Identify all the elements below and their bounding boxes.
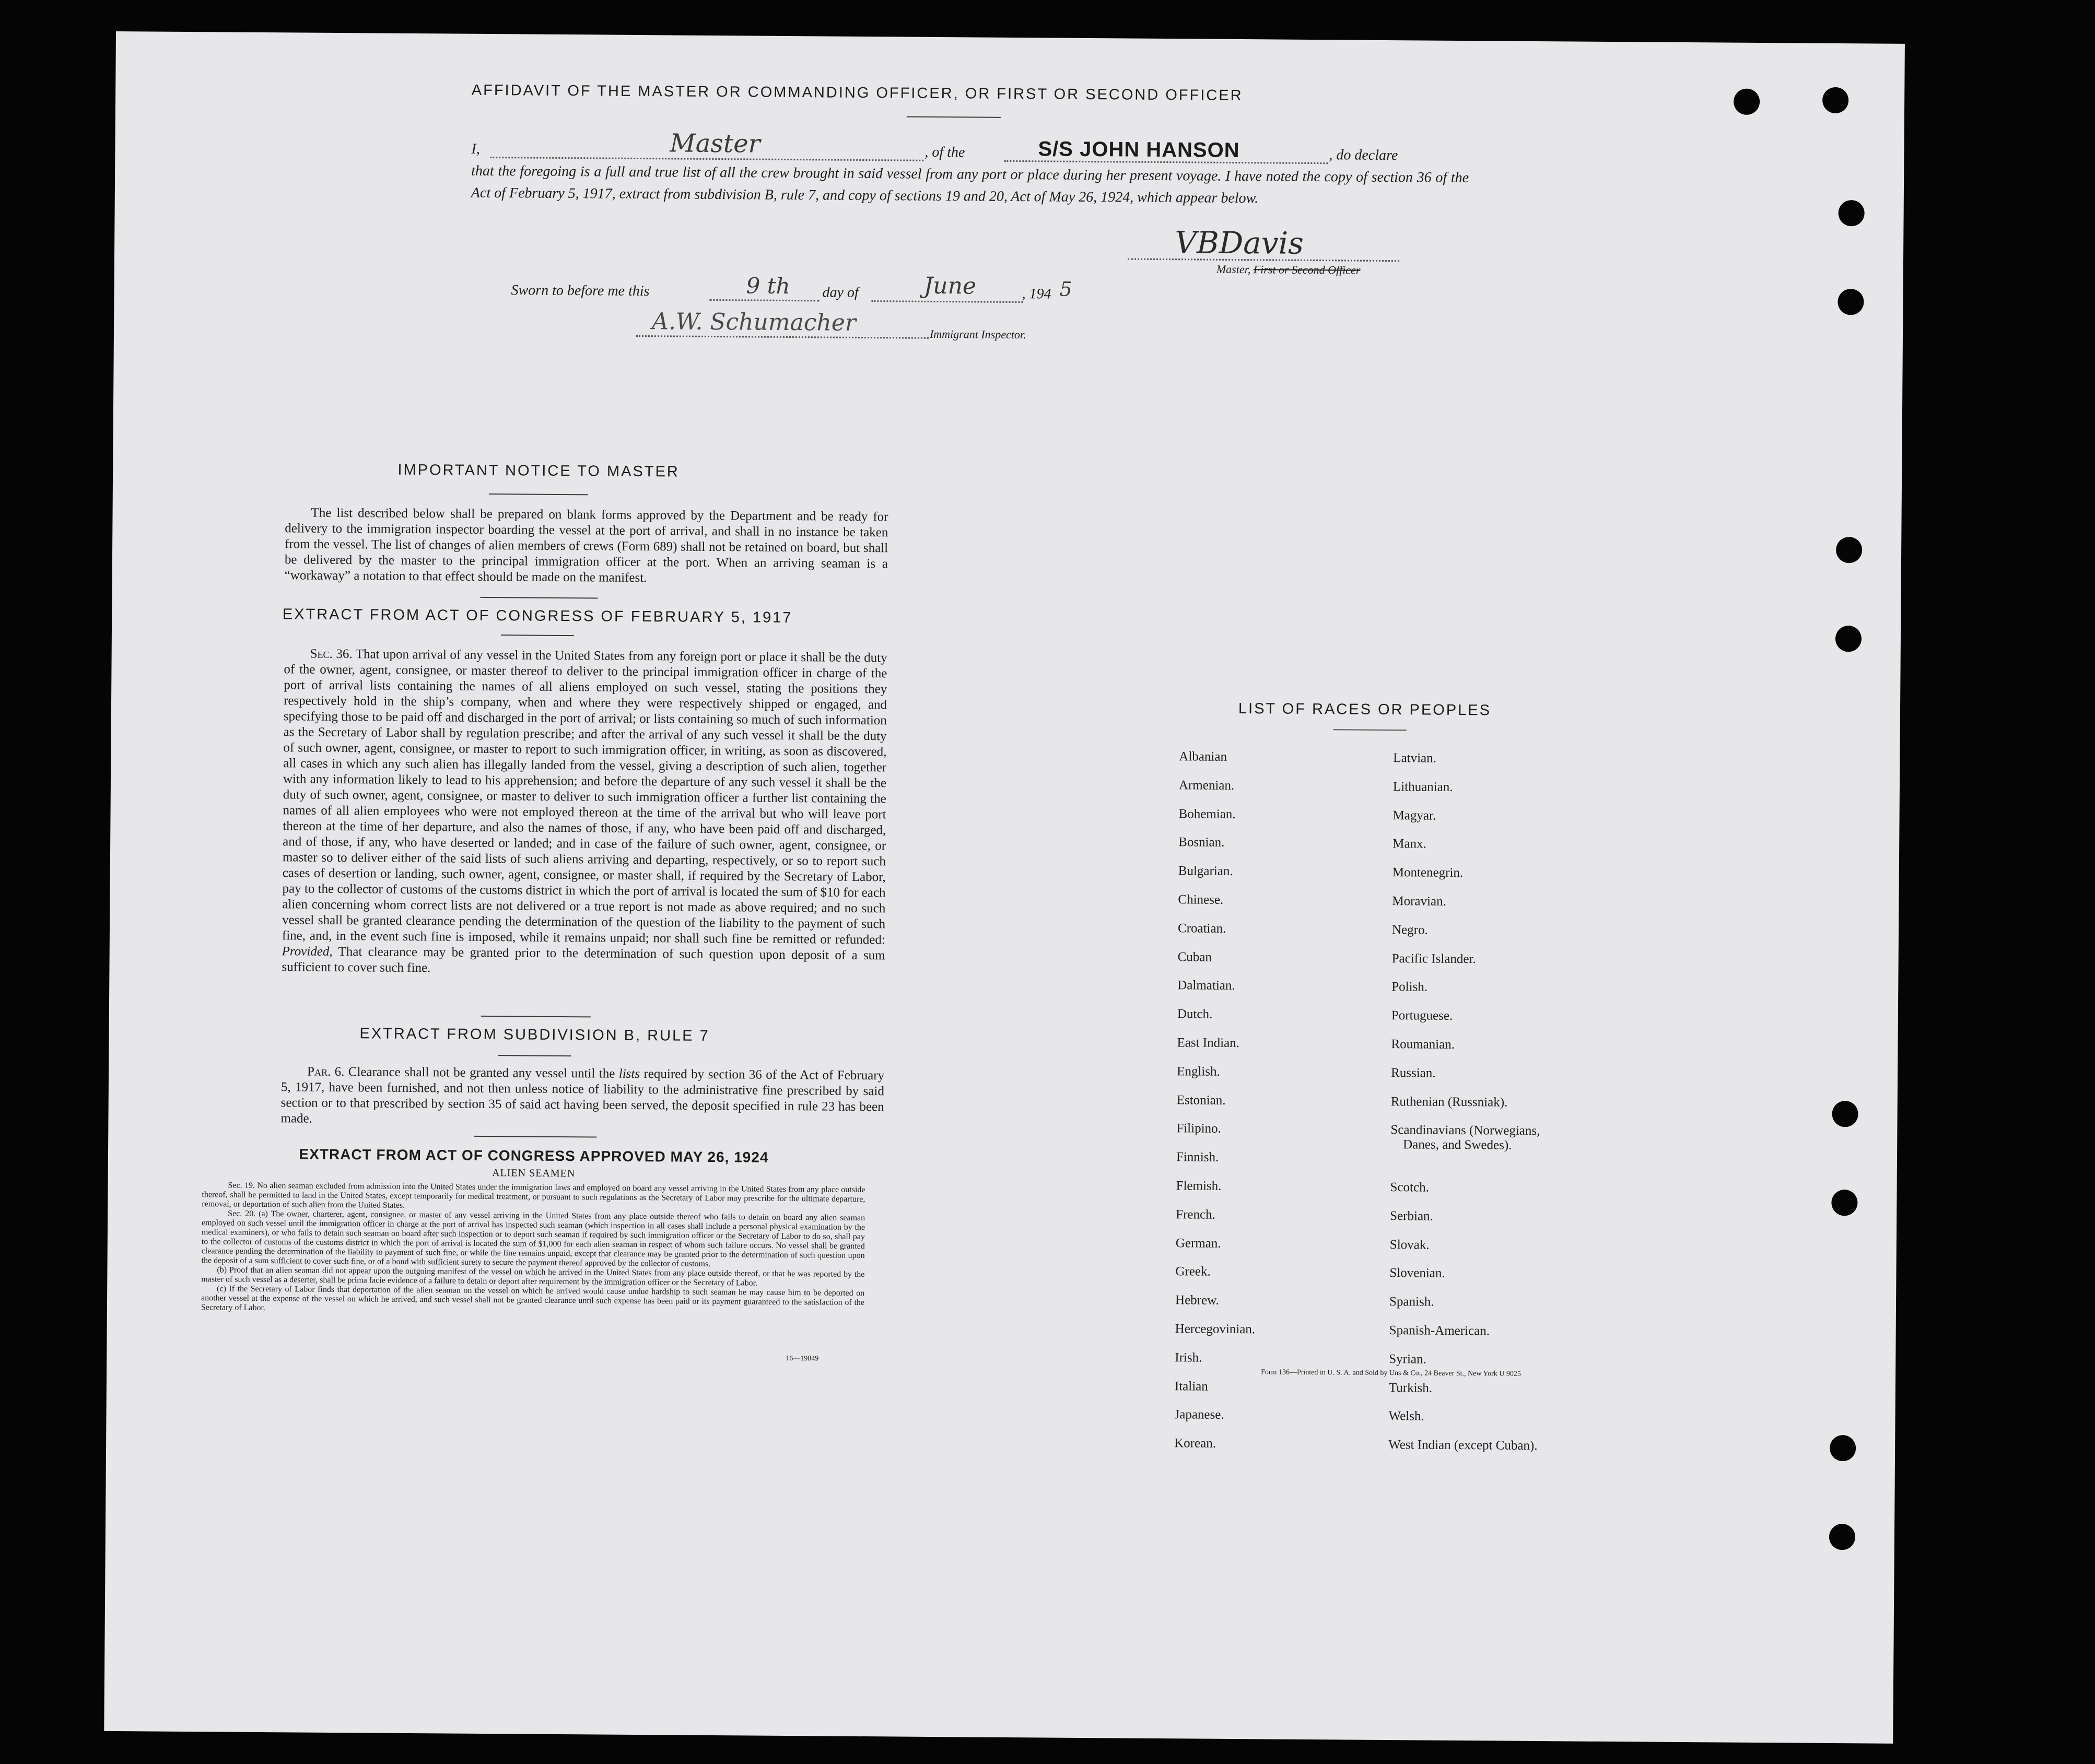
form-code: 16—19849 <box>786 1355 819 1363</box>
races-right-column <box>1388 750 1655 1467</box>
race-item: Manx. <box>1392 837 1426 851</box>
divider <box>480 597 598 599</box>
binder-hole <box>1831 1190 1857 1216</box>
race-item: Armenian. <box>1178 778 1235 793</box>
race-item: Ruthenian (Russniak). <box>1390 1094 1508 1110</box>
race-item: Filipino. <box>1176 1121 1221 1136</box>
section-19: Sec. 19. No alien seaman excluded from admission into the United States under the immigration laws and employed on board any vessel arriving in the United States from any place outside thereof, shall be permitted to land in the United States, except temporarily for medical treatment, or pursuant to such regulations as the Secretary of Labor may prescribe for the ultimate departure, removal, or deportation of such alien from the United States. <box>202 1181 865 1210</box>
extract-rule7-heading: EXTRACT FROM SUBDIVISION B, RULE 7 <box>359 1025 710 1044</box>
binder-hole <box>1822 87 1848 113</box>
of-the-label: , of the <box>924 144 965 161</box>
race-item: Turkish. <box>1388 1380 1433 1395</box>
master-signature: VBDavis <box>1174 225 1304 261</box>
affidavit-statement: that the foregoing is a full and true list of all the crew brought in said vessel from any port or place during her present voyage. I have noted the copy of section 36 of the Act of February 5, 1917, extract from subdivision B, rule 7, and copy of sections 19 and 20, Act of May 26, 1924, which appear below. <box>471 162 1469 207</box>
race-item: Dutch. <box>1177 1007 1213 1021</box>
race-item: Slovenian. <box>1389 1266 1445 1281</box>
vessel-name: S/S JOHN HANSON <box>1038 137 1240 162</box>
signature-line <box>1128 238 1399 262</box>
race-item: Welsh. <box>1388 1409 1424 1424</box>
divider <box>481 1016 591 1017</box>
race-item: Montenegrin. <box>1392 865 1464 880</box>
declarant-handwritten: Master <box>670 128 760 159</box>
notice-heading: IMPORTANT NOTICE TO MASTER <box>397 461 680 480</box>
race-item: Latvian. <box>1393 751 1437 766</box>
rule7-text-a: Clearance shall not be granted any vessel until the <box>348 1065 615 1081</box>
race-item: Finnish. <box>1176 1150 1219 1165</box>
manifest-page <box>104 31 1905 1744</box>
race-item: Greek. <box>1175 1264 1211 1279</box>
divider <box>907 116 1001 118</box>
race-item: Flemish. <box>1176 1179 1222 1193</box>
binder-hole <box>1838 200 1864 226</box>
inspector-signature: A.W. Schumacher <box>651 308 857 336</box>
race-item: Chinese. <box>1178 892 1224 907</box>
race-item: Bohemian. <box>1178 806 1236 821</box>
divider <box>474 1136 596 1138</box>
do-declare: , do declare <box>1329 147 1398 164</box>
race-item: Serbian. <box>1390 1208 1433 1224</box>
race-item: French. <box>1176 1207 1215 1222</box>
extract-1924-text <box>201 1181 865 1317</box>
section-36-body: That upon arrival of any vessel in the United States from any foreign port or place it shall be the duty of the owner, agent, consignee, or master thereof to deliver to the principal immigration officer in charge of the port of arrival lists containing the names of all aliens employed on such vessel, stating the positions they respectively hold in the ship’s company, when and where they were respectively shipped or engaged, and specifying those to be paid off and discharged in the port of arrival; or lists containing so much of such information as the Secretary of Labor shall by regulation prescribe; and after the arrival of any such vessel it shall be the duty of such owner, agent, consignee, or master to report to such immigration officer, in writing, as soon as discovered, all cases in which any such alien has illegally landed from the vessel, giving a description of such alien, together with any information likely to lead to his apprehension; and before the departure of any such vessel it shall be the duty of such owner, agent, consignee, or master to deliver to such immigration officer a further list containing the names of all alien employees who were not employed thereon at the time of the arrival but who will leave port thereon at the time of her departure, and also the names of those, if any, who have been paid off and discharged, and of those, if any, who have deserted or landed; and in case of the failure of such owner, agent, consignee, or master so to deliver either of the said lists of such aliens arriving and departing, respectively, or so to report such cases of desertion or landing, such owner, agent, consignee, or master shall, if required by the Secretary of Labor, pay to the collector of customs of the customs district in which the port of arrival is located the sum of $10 for each alien concerning whom correct lists are not delivered or a true report is not made as above required; and no such vessel shall be granted clearance pending the determination of the question of the liability to the payment of such fine, and, in the event such fine is imposed, while it remains unpaid; nor shall such fine be remitted or refunded: <box>282 647 887 947</box>
race-item: Hebrew. <box>1175 1293 1219 1308</box>
race-item: Scandinavians (Norwegians, <box>1390 1123 1540 1138</box>
race-item: Portuguese. <box>1391 1008 1453 1024</box>
rule7-text-b: required by section 36 of the Act of February 5, 1917, have been furnished, and not then unless notice of liability to the administrative fine prescribed by said section or to that prescribed by section 35 of said act having been served, the deposit specified in rule 23 has been made. <box>280 1067 885 1126</box>
race-item: Italian <box>1174 1379 1208 1394</box>
race-item: Dalmatian. <box>1177 978 1235 993</box>
race-item: German. <box>1175 1236 1221 1251</box>
section-20a: Sec. 20. (a) The owner, charterer, agent, consignee, or master of any vessel arriving in the United States from any place outside thereof who fails to detain on board any alien seaman employed on such vessel until the immigration officer in charge at the port of arrival has inspected such seaman (which inspection in all cases shall include a personal physical examination by the medical examiners), or who fails to detain such seaman on board after such inspection or to deport such seaman if required by such immigration officer or the Secretary of Labor to do so, shall pay to the collector of customs of the customs district in which the port of arrival is located the sum of $1,000 for each alien seaman in respect of whom such failure occurs. No vessel shall be granted clearance pending the determination of the liability to payment of such fine, or while the fine remains unpaid, except that clearance may be granted prior to the determination of such question upon the deposit of a sum sufficient to cover such fine, or of a bond with sufficient surety to secure the payment thereof approved by the collector of customs. <box>201 1209 865 1269</box>
section-20b: (b) Proof that an alien seaman did not appear upon the outgoing manifest of the vessel on which he arrived in the United States from any place outside thereof, or that he was reported by the master of such vessel as a deserter, shall be prima facie evidence of a failure to detain or deport after requirement by the immigration officer or the Secretary of Labor. <box>201 1265 865 1288</box>
year-prefix: , 194 <box>1022 286 1051 302</box>
section-36-end: That clearance may be granted prior to the determination of such question upon deposit of a sum sufficient to cover such fine. <box>282 945 885 975</box>
race-item: Hercegovinian. <box>1175 1322 1256 1337</box>
race-item: Bulgarian. <box>1178 864 1233 879</box>
section-20c: (c) If the Secretary of Labor finds that deportation of the alien seaman on the vessel on which he arrived would cause undue hardship to such seaman he may cause him to be deported on another vessel at the expense of the vessel on which he arrived, and such vessel shall not be granted clearance until such expense has been paid or its payment guaranteed to the satisfaction of the Secretary of Labor. <box>201 1284 865 1313</box>
binder-hole <box>1837 289 1864 315</box>
inspector-line <box>636 308 1106 346</box>
race-item: Japanese. <box>1174 1407 1224 1422</box>
race-item: Spanish-American. <box>1389 1323 1490 1338</box>
divider <box>1333 729 1407 731</box>
race-item: Cuban <box>1177 949 1212 965</box>
race-item: Croatian. <box>1177 921 1226 936</box>
extract-1917-heading: EXTRACT FROM ACT OF CONGRESS OF FEBRUARY 5, 1917 <box>282 606 793 627</box>
binder-hole <box>1835 626 1862 652</box>
race-item: Albanian <box>1179 749 1227 764</box>
race-item: Danes, and Swedes). <box>1403 1137 1512 1153</box>
divider <box>489 493 588 495</box>
par-label: Par. 6. <box>307 1064 345 1079</box>
affidavit-heading: AFFIDAVIT OF THE MASTER OR COMMANDING OFFICER, OR FIRST OR SECOND OFFICER <box>471 81 1243 104</box>
race-item: Scotch. <box>1390 1180 1429 1195</box>
provided-label: Provided, <box>282 944 333 959</box>
race-item: Roumanian. <box>1391 1037 1455 1052</box>
sworn-line <box>511 272 1190 310</box>
race-item: Lithuanian. <box>1392 779 1453 794</box>
race-item: English. <box>1177 1064 1220 1079</box>
notice-text: The list described below shall be prepared on blank forms approved by the Department and be ready for delivery to the immigration inspector boarding the vessel at the port of arrival, and shall in no instance be taken from the vessel. The list of changes of alien members of crews (Form 689) shall not be retained on board, but shall be delivered by the master to the principal immigration officer at the port. When an arriving seaman is a “workaway” a notation to that effect should be made on the manifest. <box>284 505 888 585</box>
signature-caption <box>1216 263 1361 277</box>
master-signature-block <box>1128 227 1400 286</box>
race-item: Moravian. <box>1392 894 1446 909</box>
section-label: Sec. 36. <box>310 646 353 662</box>
extract-1924-heading: EXTRACT FROM ACT OF CONGRESS APPROVED MAY 26, 1924 <box>299 1146 769 1166</box>
divider <box>501 634 574 636</box>
race-item: West Indian (except Cuban). <box>1388 1438 1538 1453</box>
divider <box>498 1055 571 1056</box>
day-of-label: day of <box>822 284 859 301</box>
races-heading: LIST OF RACES OR PEOPLES <box>1238 700 1492 719</box>
binder-hole <box>1836 537 1862 563</box>
printer-note: Form 136—Printed in U. S. A. and Sold by Uns & Co., 24 Beaver St., New York U 9025 <box>1261 1368 1521 1378</box>
race-item: Estonian. <box>1176 1092 1226 1108</box>
alien-seamen-subheading: ALIEN SEAMEN <box>492 1167 576 1180</box>
race-item: Slovak. <box>1389 1237 1430 1252</box>
race-item: Polish. <box>1391 980 1428 994</box>
i-label: I, <box>471 140 480 157</box>
sworn-day: 9 th <box>746 273 790 299</box>
race-item: Pacific Islander. <box>1391 951 1476 966</box>
race-item: Magyar. <box>1392 808 1436 823</box>
caption-master: Master, <box>1216 262 1251 276</box>
extract-rule7-text <box>280 1064 884 1131</box>
race-item: Syrian. <box>1389 1351 1426 1367</box>
binder-hole <box>1734 89 1760 115</box>
race-item: Russian. <box>1391 1065 1436 1080</box>
binder-hole <box>1830 1435 1856 1461</box>
race-item: Spanish. <box>1389 1295 1434 1309</box>
lists-word: lists <box>618 1066 640 1081</box>
race-item: Irish. <box>1175 1350 1202 1365</box>
inspector-caption: Immigrant Inspector. <box>929 327 1026 342</box>
race-item: Bosnian. <box>1178 835 1225 850</box>
races-left-column <box>1174 749 1399 1466</box>
year-handwritten: 5 <box>1059 277 1072 301</box>
binder-hole <box>1829 1524 1855 1550</box>
caption-struck: First or Second Officer <box>1253 263 1361 277</box>
race-item: Korean. <box>1174 1436 1216 1451</box>
sworn-month: June <box>923 272 977 300</box>
binder-hole <box>1832 1101 1858 1127</box>
extract-1917-text <box>282 646 887 979</box>
race-item: Negro. <box>1391 922 1428 937</box>
race-item: East Indian. <box>1177 1036 1240 1051</box>
sworn-label: Sworn to before me this <box>511 282 650 300</box>
